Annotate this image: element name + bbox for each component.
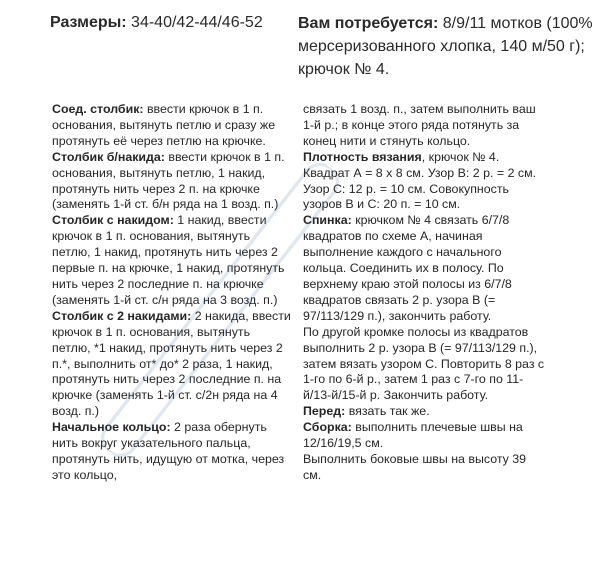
sizes-label: Размеры: xyxy=(50,14,127,31)
magic-ring-continued: связать 1 возд. п., затем выполнить ваш 1-й р.; в конце этого ряда потянуть за конец нити и стянуть кольцо. xyxy=(303,102,536,148)
slip-stitch-paragraph xyxy=(52,102,292,150)
materials-heading xyxy=(298,12,598,81)
gauge-text: , крючок № 4. Квадрат А = 8 х 8 см. Узор В: 2 р. = 2 см. Узор С: 12 р. = 10 см. Совокупность узоров В и С: 20 п. = 10 см. xyxy=(303,149,537,212)
treble-crochet-text: 2 накида, ввести крючок в 1 п. основания, вытянуть петлю, *1 накид, протянуть нить через 2 п.*, выполнить от* до* 2 раза, 1 накид, протянуть нить через 2 последние п. на крючке (заменять 1-й ст. с/2н ряда на 4 возд. п.) xyxy=(52,308,291,419)
assembly-paragraph xyxy=(303,420,546,452)
slip-stitch-text: ввести крючок в 1 п. основания, вытянуть петлю и сразу же протянуть её через петлю на крючке. xyxy=(52,102,276,148)
front-text: вязать так же. xyxy=(345,404,430,419)
double-crochet-paragraph xyxy=(52,213,292,308)
back-paragraph xyxy=(303,213,546,324)
treble-crochet-term: Столбик с 2 накидами: xyxy=(52,308,192,323)
left-column xyxy=(52,102,292,484)
materials-label: Вам потребуется: xyxy=(298,15,439,32)
right-column xyxy=(303,102,546,484)
single-crochet-text: ввести крючок в 1 п. основания, вытянуть петлю, 1 накид, протянуть нить через 2 п. на крючке (заменять 1-й ст. б/н ряда на 1 возд. п.) xyxy=(52,149,285,212)
treble-crochet-paragraph xyxy=(52,309,292,420)
gauge-term: Плотность вязания xyxy=(303,149,422,164)
assembly-text: выполнить плечевые швы на 12/16/19,5 см. xyxy=(303,420,523,451)
sizes-value: 34-40/42-44/46-52 xyxy=(126,14,263,31)
sizes-heading xyxy=(50,12,295,34)
back-continued-paragraph: По другой кромке полосы из квадратов выполнить 2 р. узора В (= 97/113/129 п.), затем вязать узором С. Повторить 8 раз с 1-го по 6-й р., затем 1 раз с 7-го по 11-й/13-й/15-й р. Закончить работу. xyxy=(303,324,545,403)
magic-ring-paragraph xyxy=(52,420,292,484)
back-text: крючком № 4 связать 6/7/8 квадратов по схеме А, начиная выполнение каждого с начального кольца. Соединить их в полосу. По верхнему краю этой полосы из 6/7/8 квадратов связать 2 р. узора В (= 97/113/129 п.), закончить работу. xyxy=(303,213,512,323)
front-term: Перед: xyxy=(303,404,346,419)
magic-ring-term: Начальное кольцо: xyxy=(52,420,171,435)
single-crochet-paragraph xyxy=(52,150,292,214)
single-crochet-term: Столбик б/накида: xyxy=(52,149,165,164)
gauge-paragraph xyxy=(303,150,546,214)
front-paragraph xyxy=(303,404,546,420)
back-term: Спинка: xyxy=(303,213,352,228)
materials-value: 8/9/11 мотков (100% мерсеризованного хлопка, 140 м/50 г); крючок № 4. xyxy=(298,15,593,78)
assembly-term: Сборка: xyxy=(303,420,352,435)
slip-stitch-term: Соед. столбик: xyxy=(52,102,144,116)
double-crochet-term: Столбик с накидом: xyxy=(52,213,174,228)
side-seams-paragraph: Выполнить боковые швы на высоту 39 см. xyxy=(303,451,527,482)
magic-ring-text: 2 раза обернуть нить вокруг указательного пальца, протянуть нить, идущую от мотка, через это кольцо, xyxy=(52,420,285,482)
double-crochet-text: 1 накид, ввести крючок в 1 п. основания, вытянуть петлю, 1 накид, протянуть нить через 2 первые п. на крючке, 1 накид, протянуть нить через 2 последние п. на крючке (заменять 1-й ст. с/н ряда на 3 возд. п.) xyxy=(52,213,285,307)
